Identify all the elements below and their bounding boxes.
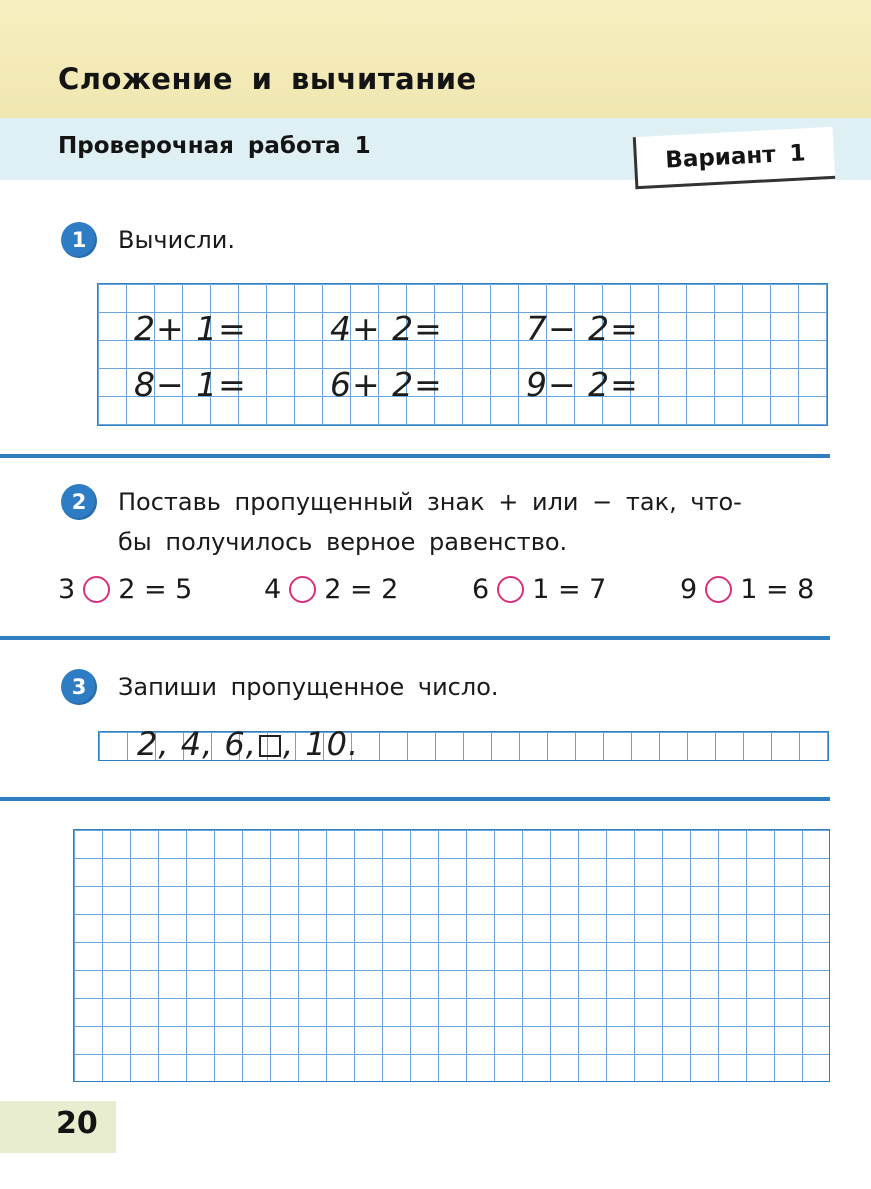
- equation-left: 4: [264, 574, 282, 605]
- task1-expr-5: 6+ 2=: [330, 365, 443, 404]
- section-divider: [0, 454, 830, 458]
- header-band-yellow: [0, 0, 871, 118]
- equation-left: 6: [472, 574, 490, 605]
- equation-right: 1 = 8: [740, 574, 815, 605]
- task1-expr-3: 7− 2=: [526, 309, 639, 348]
- task-number-badge: 2: [61, 484, 97, 520]
- equation-left: 9: [680, 574, 698, 605]
- sign-circle[interactable]: [497, 576, 524, 603]
- equation: [264, 574, 398, 605]
- equation-right: 2 = 2: [324, 574, 399, 605]
- task2-instruction-line2: бы получилось верное равенство.: [118, 528, 568, 556]
- work-grid[interactable]: [73, 829, 830, 1082]
- variant-label: Вариант 1: [633, 127, 835, 189]
- task3-instruction: Запиши пропущенное число.: [118, 673, 499, 701]
- equation-right: 2 = 5: [118, 574, 193, 605]
- task3-sequence: [137, 725, 359, 763]
- task1-grid: [97, 283, 828, 426]
- task-number-badge: 3: [61, 669, 97, 705]
- page-number: 20: [56, 1106, 98, 1141]
- sequence-after: , 10.: [282, 725, 360, 763]
- section-divider: [0, 797, 830, 801]
- sign-circle[interactable]: [83, 576, 110, 603]
- task1-expr-2: 4+ 2=: [330, 309, 443, 348]
- equation: [58, 574, 192, 605]
- section-divider: [0, 636, 830, 640]
- equation: [472, 574, 606, 605]
- equation-right: 1 = 7: [532, 574, 607, 605]
- task1-expr-6: 9− 2=: [526, 365, 639, 404]
- sequence-before: 2, 4, 6,: [137, 725, 257, 763]
- task2-instruction-line1: Поставь пропущенный знак + или − так, что-: [118, 488, 742, 516]
- sign-circle[interactable]: [289, 576, 316, 603]
- task-number-badge: 1: [61, 222, 97, 258]
- work-title: Проверочная работа 1: [58, 133, 371, 159]
- task1-expr-1: 2+ 1=: [134, 309, 247, 348]
- chapter-title: Сложение и вычитание: [58, 62, 477, 96]
- equation-left: 3: [58, 574, 76, 605]
- equation: [680, 574, 814, 605]
- task1-expr-4: 8− 1=: [134, 365, 247, 404]
- missing-number-box[interactable]: [259, 735, 281, 757]
- sign-circle[interactable]: [705, 576, 732, 603]
- task1-instruction: Вычисли.: [118, 226, 235, 254]
